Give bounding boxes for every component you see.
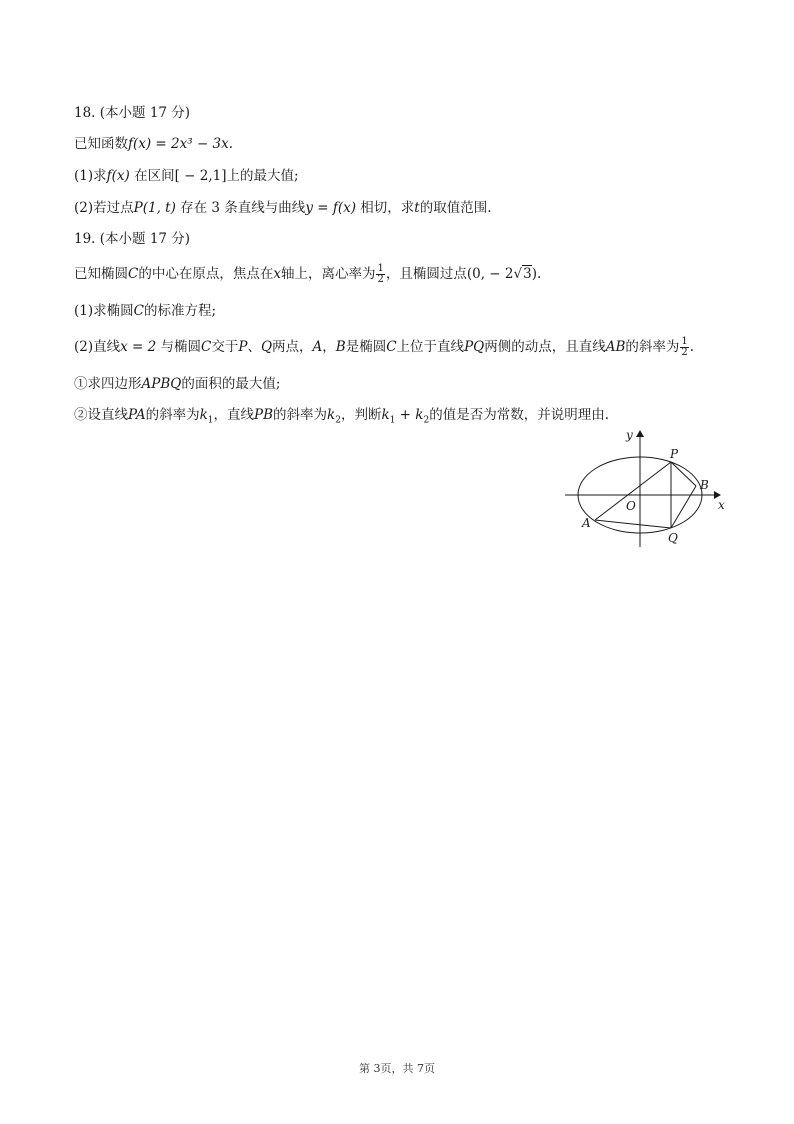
q19-s2-PA: PA bbox=[128, 407, 146, 423]
q18-stem-text: 已知函数 bbox=[74, 136, 128, 152]
q19-p2-g: 是椭圆 bbox=[345, 339, 387, 355]
label-Q: Q bbox=[668, 531, 678, 545]
q18-header: 18. (本小题 17 分) bbox=[74, 105, 191, 121]
q18-part1-mid: 在区间 bbox=[129, 168, 175, 184]
q18-part1-prefix: (1)求 bbox=[74, 168, 107, 184]
q19-p2-line: x = 2 bbox=[120, 339, 157, 355]
q19-s2-sum-k2: k bbox=[415, 407, 424, 423]
ellipse-figure bbox=[560, 425, 730, 550]
q18-part2-mid1: 存在 3 条直线与曲线 bbox=[175, 200, 306, 216]
q19-eccentricity-fraction bbox=[376, 264, 384, 285]
q18-part2-curve: y = f(x) bbox=[305, 200, 356, 216]
q19-s2-e: ，判断 bbox=[340, 407, 382, 423]
q19-sub2 bbox=[74, 405, 609, 431]
q19-s1-quad: APBQ bbox=[141, 376, 182, 392]
q19-part1 bbox=[74, 301, 216, 321]
q19-p2-j: 的斜率为 bbox=[625, 339, 680, 355]
q19-p2-a: (2)直线 bbox=[74, 339, 121, 355]
q19-part1-suffix: 的标准方程; bbox=[143, 303, 217, 319]
q18-part1-fx: f(x) bbox=[106, 168, 130, 184]
q19-p2-e: 两点， bbox=[272, 339, 313, 355]
q19-part2 bbox=[74, 337, 694, 358]
q19-s2-k2: k bbox=[327, 407, 336, 423]
q18-part1 bbox=[74, 166, 299, 186]
label-x: x bbox=[718, 498, 725, 512]
label-A: A bbox=[582, 516, 591, 530]
q19-slope-den: 2 bbox=[681, 347, 688, 358]
q19-ecc-num: 1 bbox=[377, 263, 384, 274]
q19-p2-k: . bbox=[689, 339, 695, 355]
q19-header: 19. (本小题 17 分) bbox=[74, 231, 191, 247]
q19-s2-sum-k1: k bbox=[381, 407, 390, 423]
q19-p2-Q: Q bbox=[260, 339, 273, 355]
q19-p2-A: A bbox=[312, 339, 323, 355]
q19-ecc-den: 2 bbox=[377, 274, 384, 285]
q19-point-sqrt: 3 bbox=[523, 266, 532, 282]
q18-part1-interval: [ − 2,1] bbox=[174, 168, 227, 184]
q19-point-b: ). bbox=[531, 266, 542, 282]
q19-s2-c: ，直线 bbox=[213, 407, 255, 423]
q19-part1-C: C bbox=[133, 303, 144, 319]
q19-sqrt-sign: √ bbox=[513, 266, 523, 282]
q19-s2-k1: k bbox=[199, 407, 208, 423]
q19-p2-C2: C bbox=[386, 339, 397, 355]
q19-stem-c: 轴上，离心率为 bbox=[280, 266, 376, 282]
q19-s2-PB: PB bbox=[254, 407, 274, 423]
q19-s2-sum-1: 1 bbox=[389, 415, 396, 426]
q19-sub1 bbox=[74, 374, 280, 394]
q19-p2-h: 上位于直线 bbox=[396, 339, 465, 355]
q19-s2-a: ②设直线 bbox=[74, 407, 128, 423]
q19-p2-b: 与椭圆 bbox=[156, 339, 202, 355]
q19-p2-PQ: PQ bbox=[464, 339, 485, 355]
q19-s2-sum-2: 2 bbox=[423, 415, 430, 426]
q18-part2-point: P(1, t) bbox=[133, 200, 176, 216]
q19-p2-d: 、 bbox=[247, 339, 261, 355]
q19-s2-b: 的斜率为 bbox=[145, 407, 200, 423]
label-B: B bbox=[700, 478, 709, 492]
q19-p2-f: ， bbox=[322, 339, 336, 355]
q18-part2-mid2: 相切，求 bbox=[355, 200, 415, 216]
q19-stem-b: 的中心在原点，焦点在 bbox=[138, 266, 274, 282]
q18-part2 bbox=[74, 198, 492, 218]
q19-slope-fraction bbox=[680, 337, 688, 358]
label-O: O bbox=[626, 499, 636, 513]
q19-p2-AB: AB bbox=[605, 339, 626, 355]
q19-stem-a: 已知椭圆 bbox=[74, 266, 128, 282]
q19-part1-prefix: (1)求椭圆 bbox=[74, 303, 134, 319]
q19-slope-num: 1 bbox=[681, 336, 688, 347]
q19-s1-suffix: 的面积的最大值; bbox=[181, 376, 281, 392]
q19-p2-B: B bbox=[335, 339, 346, 355]
q19-p2-P: P bbox=[238, 339, 248, 355]
q19-stem bbox=[74, 264, 541, 285]
q18-function-formula: f(x) = 2x³ − 3x. bbox=[128, 136, 234, 152]
q19-s2-k2-sub: 2 bbox=[335, 415, 341, 426]
q19-p2-C: C bbox=[201, 339, 212, 355]
q19-stem-x: x bbox=[273, 266, 281, 282]
q19-s2-k1-sub: 1 bbox=[207, 415, 214, 426]
page-footer: 第 3页，共 7页 bbox=[359, 1062, 435, 1075]
q19-stem-d: ，且椭圆过点 bbox=[385, 266, 467, 282]
q18-stem bbox=[74, 134, 233, 154]
q19-stem-C: C bbox=[128, 266, 139, 282]
q18-part1-suffix: 上的最大值; bbox=[226, 168, 299, 184]
label-y: y bbox=[626, 428, 633, 442]
q19-p2-i: 两侧的动点，且直线 bbox=[484, 339, 606, 355]
q18-part2-suffix: 的取值范围. bbox=[419, 200, 492, 216]
q19-p2-c: 交于 bbox=[211, 339, 239, 355]
q19-s2-f: 的值是否为常数，并说明理由. bbox=[429, 407, 609, 423]
q19-s2-d: 的斜率为 bbox=[273, 407, 328, 423]
q18-part2-t: t bbox=[414, 200, 420, 216]
q19-s2-plus: + bbox=[395, 407, 416, 423]
label-P: P bbox=[670, 447, 679, 461]
q18-part2-prefix: (2)若过点 bbox=[74, 200, 134, 216]
q19-point-a: (0, − 2 bbox=[466, 266, 514, 282]
q19-s1-prefix: ①求四边形 bbox=[74, 376, 142, 392]
